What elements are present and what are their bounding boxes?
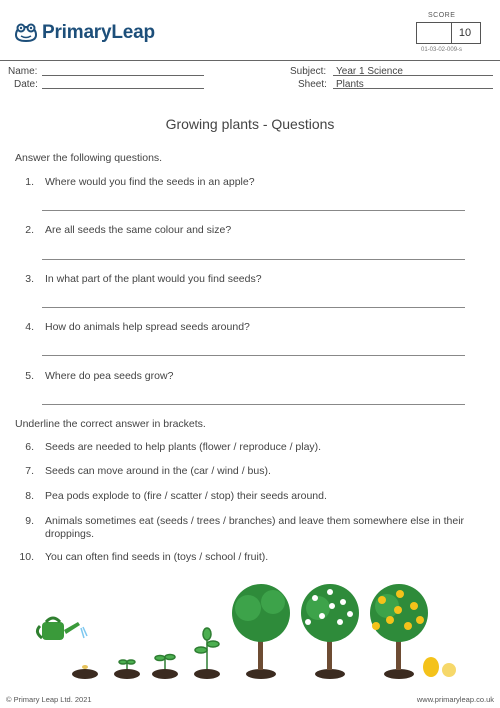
header-divider <box>0 60 500 61</box>
sheet-label: Sheet: <box>298 79 327 90</box>
brand-logo <box>14 22 155 44</box>
question-number: 9. <box>25 515 34 527</box>
question-text: In what part of the plant would you find seeds? <box>45 273 262 285</box>
score-max: 10 <box>450 22 481 44</box>
question-text: Seeds can move around in the (car / wind / bus). <box>45 465 271 477</box>
date-label: Date: <box>14 79 38 90</box>
worksheet-code: 01-03-02-009-s <box>421 47 463 53</box>
subject-label: Subject: <box>290 66 327 77</box>
brand-name: PrimaryLeap <box>42 22 155 43</box>
question-text: Seeds are needed to help plants (flower / reproduce / play). <box>45 441 322 453</box>
copyright-text: © Primary Leap Ltd. 2021 <box>6 695 92 704</box>
sheet-value: Plants <box>336 79 364 90</box>
question-number: 8. <box>25 490 34 502</box>
frog-logo-icon <box>14 23 38 43</box>
answer-line[interactable] <box>42 307 465 308</box>
question-number: 7. <box>25 465 34 477</box>
date-field[interactable] <box>42 88 204 89</box>
answer-line[interactable] <box>42 259 465 260</box>
score-label: SCORE <box>428 12 456 19</box>
question-text: Where would you find the seeds in an apple? <box>45 176 255 188</box>
page-title: Growing plants - Questions <box>165 116 335 132</box>
plant-growth-illustration <box>30 578 470 683</box>
question-text: Are all seeds the same colour and size? <box>45 224 232 236</box>
question-number: 6. <box>25 441 34 453</box>
question-number: 3. <box>25 273 34 285</box>
score-input-box[interactable] <box>416 22 452 44</box>
question-text: Where do pea seeds grow? <box>45 370 174 382</box>
question-text: You can often find seeds in (toys / school / fruit). <box>45 551 269 563</box>
website-link[interactable]: www.primaryleap.co.uk <box>416 695 494 704</box>
section1-instruction: Answer the following questions. <box>15 152 163 164</box>
question-number: 4. <box>25 321 34 333</box>
question-number: 2. <box>25 224 34 236</box>
question-number: 1. <box>25 176 34 188</box>
question-text: Pea pods explode to (fire / scatter / stop) their seeds around. <box>45 490 327 502</box>
question-text: Animals sometimes eat (seeds / trees / branches) and leave them somewhere else in their droppings. <box>45 515 465 540</box>
name-field[interactable] <box>42 75 204 76</box>
question-number: 5. <box>25 370 34 382</box>
watering-can-icon <box>37 618 87 640</box>
question-number: 10. <box>19 551 34 563</box>
section2-instruction: Underline the correct answer in brackets. <box>15 418 206 430</box>
answer-line[interactable] <box>42 355 465 356</box>
answer-line[interactable] <box>42 404 465 405</box>
subject-value: Year 1 Science <box>336 66 403 77</box>
question-text: How do animals help spread seeds around? <box>45 321 250 333</box>
name-label: Name: <box>8 66 38 77</box>
answer-line[interactable] <box>42 210 465 211</box>
